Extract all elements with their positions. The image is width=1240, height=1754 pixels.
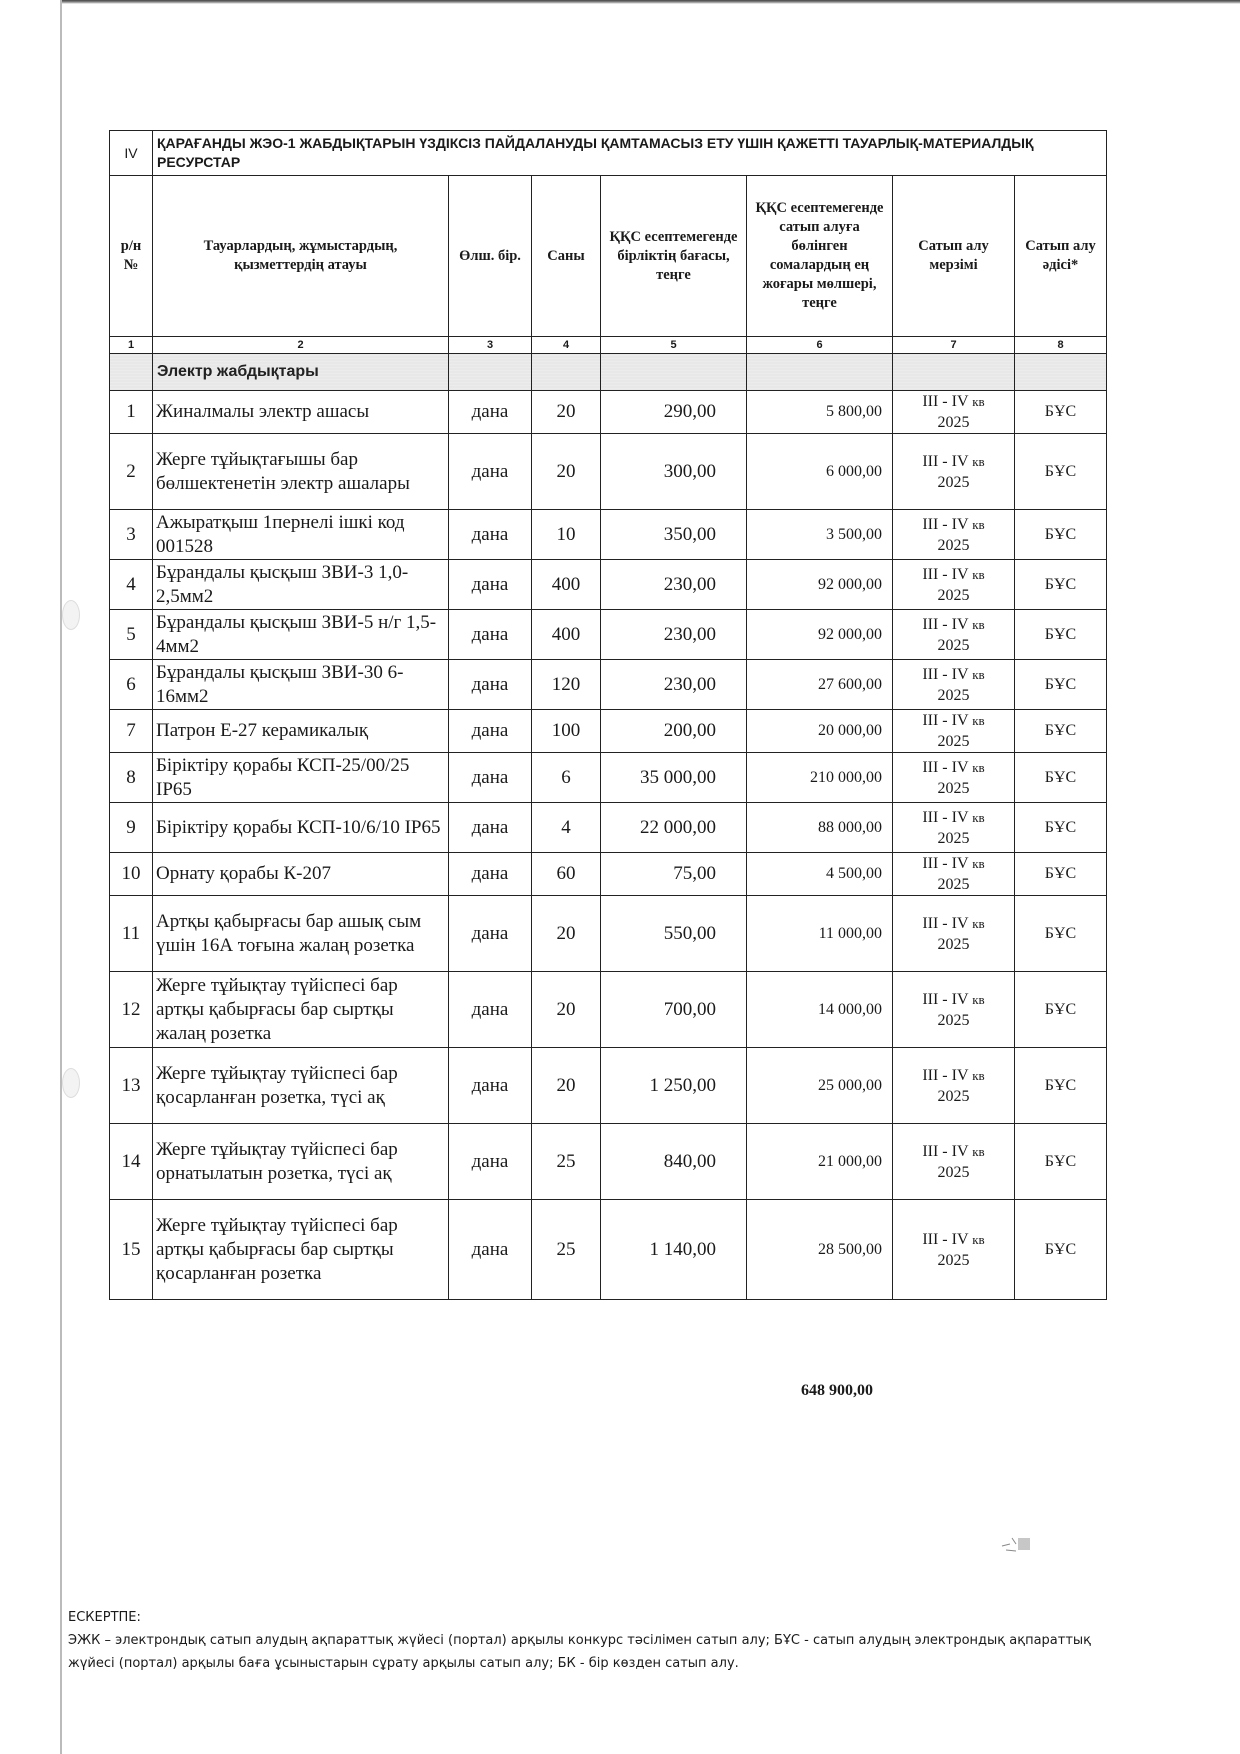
row-number: 6 — [110, 660, 153, 710]
period-quarters: III - IV — [922, 615, 969, 633]
footnote-heading: ЕСКЕРТПЕ: — [68, 1610, 141, 1625]
item-unit-price: 290,00 — [601, 391, 747, 434]
category-cell — [893, 354, 1015, 391]
header-sum: ҚҚС есептемегенде сатып алуға бөлінген сомалардың ең жоғары мөлшері, теңге — [747, 176, 893, 337]
column-number: 8 — [1015, 337, 1107, 354]
period-year: 2025 — [937, 779, 970, 797]
item-unit-price: 22 000,00 — [601, 803, 747, 853]
table-row — [110, 560, 1107, 610]
item-name: Бұрандалы қысқыш ЗВИ-5 н/г 1,5-4мм2 — [153, 610, 449, 660]
table-row — [110, 803, 1107, 853]
item-method: БҰС — [1015, 510, 1107, 560]
item-name: Жерге тұйықтағышы бар бөлшектенетін электр ашалары — [153, 434, 449, 510]
item-quantity: 20 — [532, 391, 601, 434]
section-title: ҚАРАҒАНДЫ ЖЭО-1 ЖАБДЫҚТАРЫН ҮЗДІКСІЗ ПАЙДАЛАНУДЫ ҚАМТАМАСЫЗ ЕТУ ҮШІН ҚАЖЕТТІ ТАУАРЛЫҚ-МАТЕРИАЛДЫҚ РЕСУРСТАР — [153, 131, 1107, 176]
period-quarters: III - IV — [922, 758, 969, 776]
item-unit: дана — [449, 1124, 532, 1200]
item-total-sum: 92 000,00 — [747, 560, 893, 610]
category-cell — [532, 354, 601, 391]
item-period — [893, 1200, 1015, 1300]
period-quarters: III - IV — [922, 808, 969, 826]
item-quantity: 20 — [532, 1048, 601, 1124]
row-number: 14 — [110, 1124, 153, 1200]
scan-binding-edge — [60, 0, 62, 1754]
header-price: ҚҚС есептемегенде бірліктің бағасы, теңге — [601, 176, 747, 337]
item-unit-price: 230,00 — [601, 610, 747, 660]
category-cell — [1015, 354, 1107, 391]
period-kv: кв — [972, 1143, 985, 1159]
item-total-sum: 27 600,00 — [747, 660, 893, 710]
period-quarters: III - IV — [922, 855, 969, 872]
item-unit-price: 840,00 — [601, 1124, 747, 1200]
table-row — [110, 1124, 1107, 1200]
item-method: БҰС — [1015, 972, 1107, 1048]
period-kv: кв — [972, 516, 985, 532]
item-unit-price: 700,00 — [601, 972, 747, 1048]
period-year: 2025 — [937, 1087, 970, 1105]
table-row — [110, 1200, 1107, 1300]
item-quantity: 25 — [532, 1200, 601, 1300]
item-unit-price: 1 250,00 — [601, 1048, 747, 1124]
row-number: 15 — [110, 1200, 153, 1300]
item-method: БҰС — [1015, 710, 1107, 753]
item-quantity: 4 — [532, 803, 601, 853]
item-period — [893, 660, 1015, 710]
item-unit: дана — [449, 710, 532, 753]
period-quarters: III - IV — [922, 515, 969, 533]
item-total-sum: 21 000,00 — [747, 1124, 893, 1200]
item-unit: дана — [449, 753, 532, 803]
item-name: Жерге тұйықтау түйіспесі бар артқы қабырғасы бар сыртқы жалаң розетка — [153, 972, 449, 1048]
item-unit: дана — [449, 660, 532, 710]
item-unit-price: 300,00 — [601, 434, 747, 510]
header-qty: Саны — [532, 176, 601, 337]
item-method: БҰС — [1015, 753, 1107, 803]
table-row — [110, 1048, 1107, 1124]
punch-hole — [62, 1068, 80, 1098]
period-quarters: III - IV — [922, 1230, 969, 1248]
item-total-sum: 11 000,00 — [747, 896, 893, 972]
header-method: Сатып алу әдісі* — [1015, 176, 1107, 337]
item-total-sum: 3 500,00 — [747, 510, 893, 560]
item-method: БҰС — [1015, 660, 1107, 710]
item-quantity: 120 — [532, 660, 601, 710]
period-kv: кв — [972, 1067, 985, 1083]
punch-hole — [62, 600, 80, 630]
column-number: 2 — [153, 337, 449, 354]
period-year: 2025 — [937, 876, 970, 893]
table-row — [110, 853, 1107, 896]
period-kv: кв — [972, 616, 985, 632]
item-name: Біріктіру қорабы КСП-25/00/25 IP65 — [153, 753, 449, 803]
item-quantity: 25 — [532, 1124, 601, 1200]
item-method: БҰС — [1015, 610, 1107, 660]
item-total-sum: 92 000,00 — [747, 610, 893, 660]
period-quarters: III - IV — [922, 914, 969, 932]
header-num: р/н № — [110, 176, 153, 337]
item-unit: дана — [449, 510, 532, 560]
period-quarters: III - IV — [922, 665, 969, 683]
item-quantity: 60 — [532, 853, 601, 896]
item-unit-price: 230,00 — [601, 660, 747, 710]
column-number: 5 — [601, 337, 747, 354]
item-name: Патрон Е-27 керамикалық — [153, 710, 449, 753]
item-period — [893, 710, 1015, 753]
period-kv: кв — [972, 915, 985, 931]
item-unit-price: 200,00 — [601, 710, 747, 753]
item-name: Артқы қабырғасы бар ашық сым үшін 16А тоғына жалаң розетка — [153, 896, 449, 972]
column-header-row — [110, 176, 1107, 337]
category-label: Электр жабдықтары — [153, 354, 449, 391]
period-quarters: III - IV — [922, 393, 969, 410]
scan-edge — [60, 0, 1240, 4]
item-period — [893, 391, 1015, 434]
item-period — [893, 610, 1015, 660]
category-cell — [110, 354, 153, 391]
footnote — [68, 1606, 1091, 1675]
period-year: 2025 — [937, 686, 970, 704]
column-number: 1 — [110, 337, 153, 354]
item-quantity: 10 — [532, 510, 601, 560]
grand-total: 648 900,00 — [801, 1382, 873, 1399]
row-number: 9 — [110, 803, 153, 853]
item-period — [893, 1124, 1015, 1200]
item-total-sum: 5 800,00 — [747, 391, 893, 434]
row-number: 8 — [110, 753, 153, 803]
item-period — [893, 753, 1015, 803]
row-number: 2 — [110, 434, 153, 510]
period-quarters: III - IV — [922, 712, 969, 729]
item-unit: дана — [449, 434, 532, 510]
period-kv: кв — [972, 666, 985, 682]
period-year: 2025 — [937, 473, 970, 491]
column-number: 7 — [893, 337, 1015, 354]
item-total-sum: 6 000,00 — [747, 434, 893, 510]
item-quantity: 20 — [532, 896, 601, 972]
item-unit: дана — [449, 1200, 532, 1300]
item-unit-price: 550,00 — [601, 896, 747, 972]
footnote-line-1: ЭЖК – электрондық сатып алудың ақпараттық жүйесі (портал) арқылы конкурс тәсілімен сатып алу; БҰС - сатып алудың электрондық ақпараттық — [68, 1633, 1092, 1648]
row-number: 5 — [110, 610, 153, 660]
period-kv: кв — [972, 856, 985, 871]
item-total-sum: 14 000,00 — [747, 972, 893, 1048]
period-year: 2025 — [937, 1251, 970, 1269]
header-unit: Өлш. бір. — [449, 176, 532, 337]
item-period — [893, 896, 1015, 972]
item-unit: дана — [449, 391, 532, 434]
item-unit-price: 75,00 — [601, 853, 747, 896]
period-kv: кв — [972, 759, 985, 775]
item-unit: дана — [449, 610, 532, 660]
item-total-sum: 88 000,00 — [747, 803, 893, 853]
category-row — [110, 354, 1107, 391]
category-cell — [449, 354, 532, 391]
item-total-sum: 4 500,00 — [747, 853, 893, 896]
period-quarters: III - IV — [922, 452, 969, 470]
item-method: БҰС — [1015, 1048, 1107, 1124]
period-quarters: III - IV — [922, 565, 969, 583]
item-unit-price: 230,00 — [601, 560, 747, 610]
column-number: 6 — [747, 337, 893, 354]
period-year: 2025 — [937, 1011, 970, 1029]
period-year: 2025 — [937, 586, 970, 604]
row-number: 7 — [110, 710, 153, 753]
item-method: БҰС — [1015, 391, 1107, 434]
table-row — [110, 972, 1107, 1048]
period-quarters: III - IV — [922, 990, 969, 1008]
table-row — [110, 896, 1107, 972]
period-year: 2025 — [937, 1163, 970, 1181]
item-name: Жиналмалы электр ашасы — [153, 391, 449, 434]
item-method: БҰС — [1015, 434, 1107, 510]
row-number: 1 — [110, 391, 153, 434]
item-method: БҰС — [1015, 803, 1107, 853]
item-quantity: 400 — [532, 560, 601, 610]
item-period — [893, 510, 1015, 560]
period-year: 2025 — [937, 935, 970, 953]
item-name: Орнату қорабы К-207 — [153, 853, 449, 896]
header-name: Тауарлардың, жұмыстардың, қызметтердің атауы — [153, 176, 449, 337]
item-total-sum: 210 000,00 — [747, 753, 893, 803]
period-year: 2025 — [937, 636, 970, 654]
row-number: 3 — [110, 510, 153, 560]
column-number: 4 — [532, 337, 601, 354]
item-unit: дана — [449, 972, 532, 1048]
period-kv: кв — [972, 453, 985, 469]
table-row — [110, 753, 1107, 803]
item-unit: дана — [449, 803, 532, 853]
item-quantity: 100 — [532, 710, 601, 753]
item-unit: дана — [449, 896, 532, 972]
item-unit: дана — [449, 1048, 532, 1124]
item-unit-price: 350,00 — [601, 510, 747, 560]
header-period: Сатып алу мерзімі — [893, 176, 1015, 337]
item-method: БҰС — [1015, 1200, 1107, 1300]
period-kv: кв — [972, 1231, 985, 1247]
item-unit: дана — [449, 853, 532, 896]
item-quantity: 20 — [532, 434, 601, 510]
item-name: Ажыратқыш 1пернелі ішкі код 001528 — [153, 510, 449, 560]
row-number: 11 — [110, 896, 153, 972]
table-row — [110, 510, 1107, 560]
table-row — [110, 391, 1107, 434]
table-body — [110, 391, 1107, 1300]
row-number: 10 — [110, 853, 153, 896]
period-kv: кв — [972, 394, 985, 409]
period-quarters: III - IV — [922, 1142, 969, 1160]
item-method: БҰС — [1015, 896, 1107, 972]
table-row — [110, 434, 1107, 510]
item-unit: дана — [449, 560, 532, 610]
section-number: IV — [110, 131, 153, 176]
row-number: 4 — [110, 560, 153, 610]
item-unit-price: 35 000,00 — [601, 753, 747, 803]
period-year: 2025 — [937, 733, 970, 750]
row-number: 12 — [110, 972, 153, 1048]
signature-mark-icon — [1000, 1532, 1040, 1554]
period-quarters: III - IV — [922, 1066, 969, 1084]
row-number: 13 — [110, 1048, 153, 1124]
item-total-sum: 20 000,00 — [747, 710, 893, 753]
period-year: 2025 — [937, 536, 970, 554]
item-name: Біріктіру қорабы КСП-10/6/10 IP65 — [153, 803, 449, 853]
procurement-table — [109, 130, 1107, 1300]
item-unit-price: 1 140,00 — [601, 1200, 747, 1300]
period-kv: кв — [972, 809, 985, 825]
item-name: Жерге тұйықтау түйіспесі бар қосарланған розетка, түсі ақ — [153, 1048, 449, 1124]
table-row — [110, 710, 1107, 753]
item-method: БҰС — [1015, 853, 1107, 896]
column-number: 3 — [449, 337, 532, 354]
table-row — [110, 660, 1107, 710]
item-quantity: 20 — [532, 972, 601, 1048]
item-quantity: 400 — [532, 610, 601, 660]
item-quantity: 6 — [532, 753, 601, 803]
column-number-row — [110, 337, 1107, 354]
item-period — [893, 434, 1015, 510]
item-period — [893, 853, 1015, 896]
item-name: Жерге тұйықтау түйіспесі бар орнатылатын розетка, түсі ақ — [153, 1124, 449, 1200]
item-name: Бұрандалы қысқыш ЗВИ-3 1,0-2,5мм2 — [153, 560, 449, 610]
section-header-row — [110, 131, 1107, 176]
category-cell — [747, 354, 893, 391]
item-period — [893, 803, 1015, 853]
period-year: 2025 — [937, 414, 970, 431]
period-year: 2025 — [937, 829, 970, 847]
item-name: Жерге тұйықтау түйіспесі бар артқы қабырғасы бар сыртқы қосарланған розетка — [153, 1200, 449, 1300]
footnote-line-2: жүйесі (портал) арқылы баға ұсыныстарын сұрату арқылы сатып алу; БК - бір көзден сатып алу. — [68, 1656, 739, 1671]
category-cell — [601, 354, 747, 391]
item-total-sum: 25 000,00 — [747, 1048, 893, 1124]
period-kv: кв — [972, 991, 985, 1007]
item-period — [893, 560, 1015, 610]
item-total-sum: 28 500,00 — [747, 1200, 893, 1300]
table-row — [110, 610, 1107, 660]
item-method: БҰС — [1015, 1124, 1107, 1200]
item-period — [893, 972, 1015, 1048]
item-period — [893, 1048, 1015, 1124]
period-kv: кв — [972, 713, 985, 728]
item-name: Бұрандалы қысқыш ЗВИ-30 6-16мм2 — [153, 660, 449, 710]
period-kv: кв — [972, 566, 985, 582]
item-method: БҰС — [1015, 560, 1107, 610]
